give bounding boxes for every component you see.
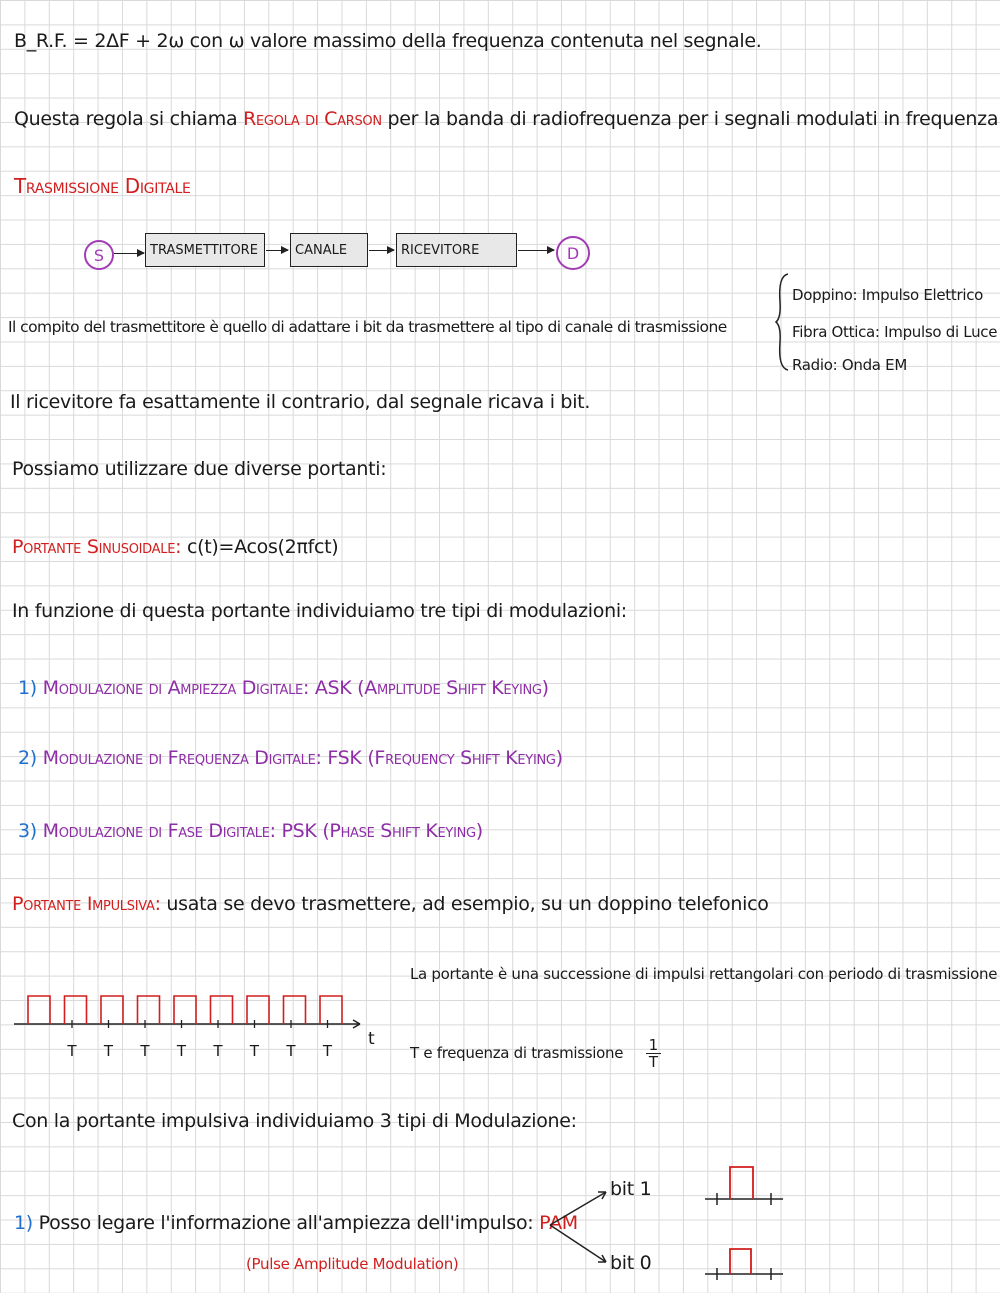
pulse <box>174 996 196 1024</box>
arrow-source-transmitter <box>114 253 144 254</box>
sinusoidal-carrier-line <box>12 536 338 558</box>
pulse <box>284 996 306 1024</box>
receiver-task: Il ricevitore fa esattamente il contrario, dal segnale ricava i bit. <box>10 391 591 413</box>
arrow-channel-receiver <box>369 250 394 251</box>
modulation-psk <box>18 820 483 842</box>
modulation-ask-text: Modulazione di Ampiezza Digitale: ASK (Amplitude Shift Keying) <box>42 677 549 699</box>
pam-number: 1) <box>14 1212 33 1234</box>
pulse-train-diagram <box>10 990 390 1070</box>
pulse <box>101 996 123 1024</box>
source-node: S <box>84 240 114 270</box>
arrow-transmitter-channel <box>266 250 288 251</box>
pam-text: Posso legare l'informazione all'ampiezza dell'impulso: <box>38 1212 540 1234</box>
transmission-frequency-description <box>410 1037 661 1070</box>
sinusoidal-carrier-label: Portante Sinusoidale: <box>12 536 182 558</box>
brf-formula: B_R.F. = 2ΔF + 2ω con ω valore massimo della frequenza contenuta nel segnale. <box>14 30 762 52</box>
modulation-fsk-text: Modulazione di Frequenza Digitale: FSK (Frequency Shift Keying) <box>42 747 563 769</box>
bit-zero-pulse <box>705 1242 785 1282</box>
pam-branch-arrows <box>548 1180 618 1270</box>
tick-label: T <box>140 1042 150 1060</box>
channel-type-fibra: Fibra Ottica: Impulso di Luce <box>792 323 998 341</box>
channel-type-doppino: Doppino: Impulso Elettrico <box>792 286 984 304</box>
frequency-numerator: 1 <box>646 1037 661 1054</box>
bit-one-pulse <box>705 1165 785 1205</box>
tick-label: T <box>176 1042 187 1060</box>
pulse <box>65 996 87 1024</box>
carson-text-pre: Questa regola si chiama <box>14 108 244 130</box>
tick-label: T <box>67 1042 77 1060</box>
pam-acronym: PAM <box>539 1212 578 1234</box>
transmitter-task: Il compito del trasmettitore è quello di adattare i bit da trasmettere al tipo di canale di trasmissione <box>8 318 727 336</box>
pam-full-name: (Pulse Amplitude Modulation) <box>246 1255 459 1273</box>
impulsive-carrier-label: Portante Impulsiva: <box>12 893 161 915</box>
pulse <box>28 996 50 1024</box>
transmission-frequency-text: T e frequenza di trasmissione <box>410 1044 624 1062</box>
arrow-receiver-destination <box>518 250 554 251</box>
tick-label: T <box>103 1042 114 1060</box>
frequency-denominator: T <box>648 1053 658 1071</box>
tick-label: T <box>213 1042 223 1060</box>
pulse <box>138 996 160 1024</box>
section-title: Trasmissione Digitale <box>14 174 191 198</box>
tick-label: T <box>286 1042 296 1060</box>
bit-one-label: bit 1 <box>610 1178 652 1200</box>
carson-text-post: per la banda di radiofrequenza per i segnali modulati in frequenza <box>381 108 999 130</box>
pulse <box>211 996 233 1024</box>
bit-zero-label: bit 0 <box>610 1252 652 1274</box>
time-axis-label: t <box>368 1029 375 1049</box>
tick-label: T <box>322 1042 333 1060</box>
channels-brace <box>776 272 790 372</box>
modulation-ask-number: 1) <box>18 677 37 699</box>
carson-rule-line <box>14 108 998 130</box>
tick-label: T <box>249 1042 260 1060</box>
sinusoidal-carrier-formula: c(t)=Acos(2πfct) <box>186 536 339 558</box>
pulse <box>247 996 269 1024</box>
channel-type-radio: Radio: Onda EM <box>792 356 907 374</box>
carrier-period-description: La portante è una successione di impulsi rettangolari con periodo di trasmissione <box>410 965 998 983</box>
carriers-intro: Possiamo utilizzare due diverse portanti: <box>12 458 387 480</box>
modulation-fsk-number: 2) <box>18 747 37 769</box>
modulation-psk-number: 3) <box>18 820 37 842</box>
receiver-box: RICEVITORE <box>396 233 517 267</box>
carson-rule-name: Regola di Carson <box>243 108 382 130</box>
channel-box: CANALE <box>290 233 368 267</box>
impulsive-carrier-text: usata se devo trasmettere, ad esempio, su un doppino telefonico <box>160 893 769 915</box>
destination-node: D <box>556 236 590 270</box>
pam-line <box>14 1212 578 1234</box>
modulation-types-intro: In funzione di questa portante individuiamo tre tipi di modulazioni: <box>12 600 627 622</box>
modulation-ask <box>18 677 549 699</box>
frequency-fraction <box>646 1037 661 1070</box>
pulse <box>320 996 342 1024</box>
modulation-fsk <box>18 747 563 769</box>
impulsive-modulation-intro: Con la portante impulsiva individuiamo 3 tipi di Modulazione: <box>12 1110 577 1132</box>
modulation-psk-text: Modulazione di Fase Digitale: PSK (Phase Shift Keying) <box>42 820 483 842</box>
transmitter-box: TRASMETTITORE <box>145 233 265 267</box>
impulsive-carrier-line <box>12 893 769 915</box>
